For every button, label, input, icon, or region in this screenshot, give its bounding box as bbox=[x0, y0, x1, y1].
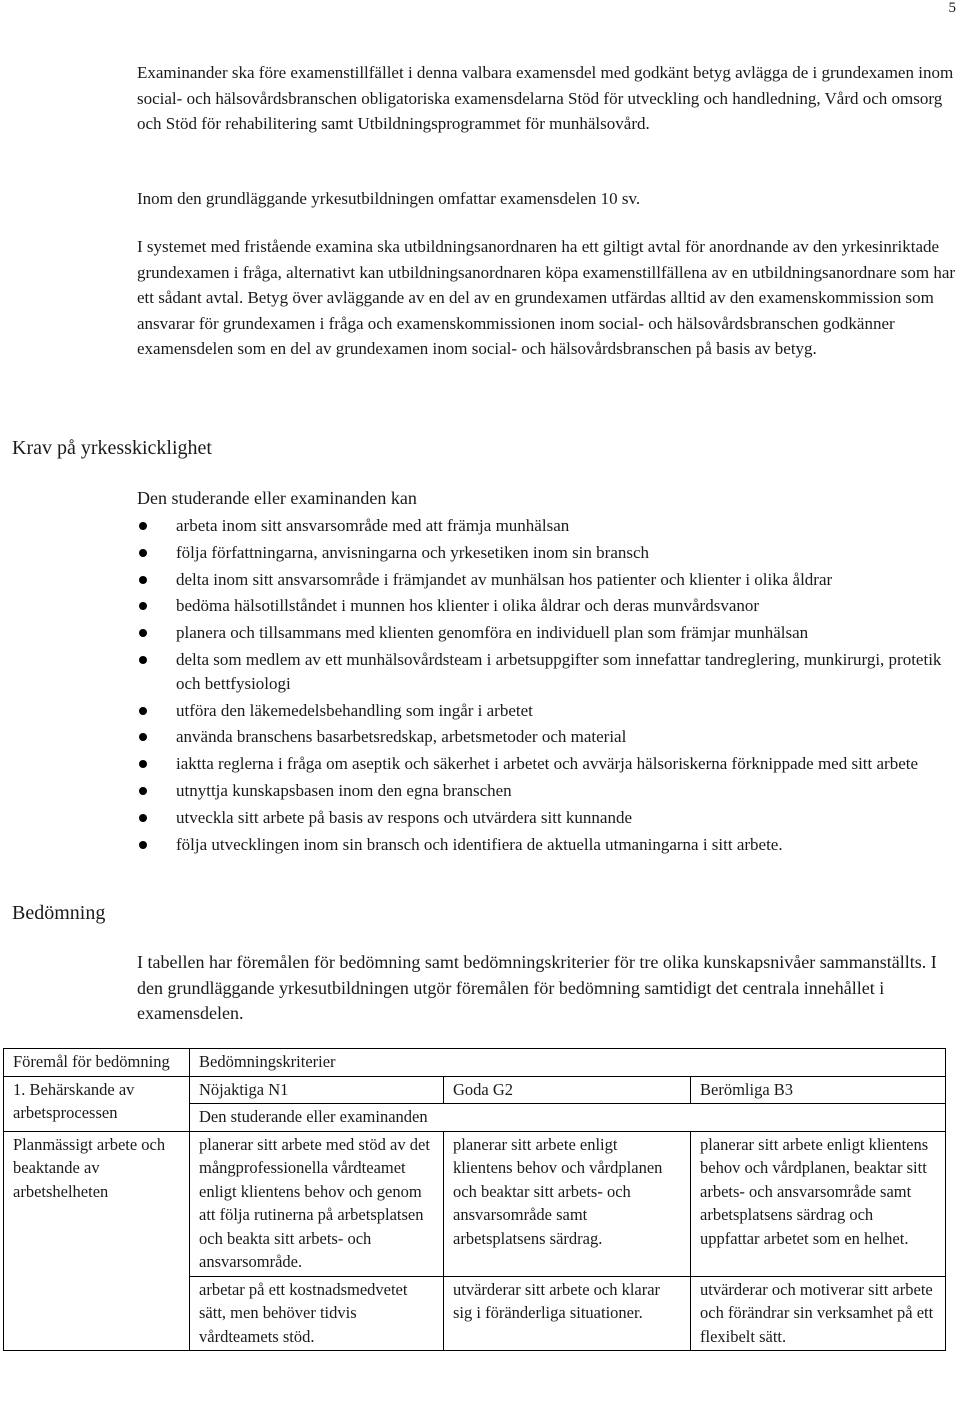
intro-paragraph-credits: Inom den grundläggande yrkesutbildningen omfattar examensdelen 10 sv. bbox=[137, 189, 641, 208]
bedomning-text: I tabellen har föremålen för bedömning samt bedömningskriterier för tre olika kunskapsnivåer sammanställts. I den grundläggande yrkesutbildningen utgör föremålen för bedömning samtidigt det centrala innehållet i examensdelen. bbox=[137, 952, 937, 1023]
krav-list-item: utföra den läkemedelsbehandling som ingår i arbetet bbox=[137, 699, 959, 723]
table-row-target bbox=[4, 1076, 946, 1104]
assessment-criteria-table bbox=[3, 1048, 946, 1351]
krav-list-item: följa utvecklingen inom sin bransch och identifiera de aktuella utmaningarna i sitt arbete. bbox=[137, 833, 959, 857]
criteria-g2-cell: planerar sitt arbete enligt klientens behov och vårdplanen och beaktar sitt arbets- och ansvarsområde samt arbetsplatsens särdrag. bbox=[444, 1131, 691, 1276]
krav-list-item: planera och tillsammans med klienten genomföra en individuell plan som främjar munhälsan bbox=[137, 621, 959, 645]
krav-list-item: utnyttja kunskapsbasen inom den egna branschen bbox=[137, 779, 959, 803]
level-n1-cell: Nöjaktiga N1 bbox=[190, 1076, 444, 1104]
row-label-cell: Planmässigt arbete och beaktande av arbetshelheten bbox=[4, 1131, 190, 1351]
level-g2-cell: Goda G2 bbox=[444, 1076, 691, 1104]
intro-paragraph-prerequisites: Examinander ska före examenstillfället i denna valbara examensdel med godkänt betyg avlägga de i grundexamen inom social- och hälsovårdsbranschen obligatoriska examensdelarna Stöd för utveckling och handledning, Vård och omsorg och Stöd för rehabilitering samt Utbildningsprogrammet för munhälsovård. bbox=[137, 63, 954, 133]
level-b3-cell: Berömliga B3 bbox=[691, 1076, 946, 1104]
assessment-target-cell: 1. Behärskande av arbetsprocessen bbox=[4, 1076, 190, 1131]
subject-cell: Den studerande eller examinanden bbox=[190, 1104, 946, 1132]
krav-list-item: arbeta inom sitt ansvarsområde med att främja munhälsan bbox=[137, 514, 959, 538]
criteria-n1-cell: arbetar på ett kostnadsmedvetet sätt, men behöver tidvis vårdteamets stöd. bbox=[190, 1276, 444, 1351]
krav-list-item: delta inom sitt ansvarsområde i främjandet av munhälsan hos patienter och klienter i olika åldrar bbox=[137, 568, 959, 592]
krav-list-item: använda branschens basarbetsredskap, arbetsmetoder och material bbox=[137, 725, 959, 749]
intro-paragraph-independent-exams: I systemet med fristående examina ska utbildningsanordnaren ha ett giltigt avtal för anordnande av den yrkesinriktade grundexamen i fråga, alternativt kan utbildningsanordnaren köpa examenstillfällena av en utbildningsanordnare som har ett sådant avtal. Betyg över avläggande av en del av en grundexamen utfärdas alltid av den examenskommission som ansvarar för grundexamen i fråga och examenskommissionen inom social- och hälsovårdsbranschen godkänner examensdelen som en del av grundexamen inom social- och hälsovårdsbranschen på basis av betyg. bbox=[137, 237, 956, 358]
krav-list-item: bedöma hälsotillståndet i munnen hos klienter i olika åldrar och deras munvårdsvanor bbox=[137, 594, 959, 618]
krav-lead: Den studerande eller examinanden kan bbox=[137, 488, 417, 508]
table-row bbox=[4, 1131, 946, 1276]
criteria-n1-cell: planerar sitt arbete med stöd av det mångprofessionella vårdteamet enligt klientens behov och genom att följa rutinerna på arbetsplatsen och beakta sitt arbets- och ansvarsområde. bbox=[190, 1131, 444, 1276]
krav-list-item: delta som medlem av ett munhälsovårdsteam i arbetsuppgifter som innefattar tandreglering, munkirurgi, protetik och bettfysiologi bbox=[137, 648, 959, 696]
page-number: 5 bbox=[948, 0, 956, 16]
header-object-cell: Föremål för bedömning bbox=[4, 1049, 190, 1077]
criteria-b3-cell: utvärderar och motiverar sitt arbete och förändrar sin verksamhet på ett flexibelt sätt. bbox=[691, 1276, 946, 1351]
krav-list-item: följa författningarna, anvisningarna och yrkesetiken inom sin bransch bbox=[137, 541, 959, 565]
krav-list bbox=[137, 514, 959, 859]
krav-list-item: iaktta reglerna i fråga om aseptik och säkerhet i arbetet och avvärja hälsoriskerna förknippade med sitt arbete bbox=[137, 752, 959, 776]
criteria-b3-cell: planerar sitt arbete enligt klientens behov och vårdplanen, beaktar sitt arbets- och ansvarsområde samt arbetsplatsens särdrag och uppfattar arbetet som en helhet. bbox=[691, 1131, 946, 1276]
heading-bedomning: Bedömning bbox=[12, 902, 106, 924]
heading-krav: Krav på yrkesskicklighet bbox=[12, 437, 212, 459]
table-header-row bbox=[4, 1049, 946, 1077]
krav-list-item: utveckla sitt arbete på basis av respons och utvärdera sitt kunnande bbox=[137, 806, 959, 830]
header-criteria-cell: Bedömningskriterier bbox=[190, 1049, 946, 1077]
criteria-g2-cell: utvärderar sitt arbete och klarar sig i föränderliga situationer. bbox=[444, 1276, 691, 1351]
